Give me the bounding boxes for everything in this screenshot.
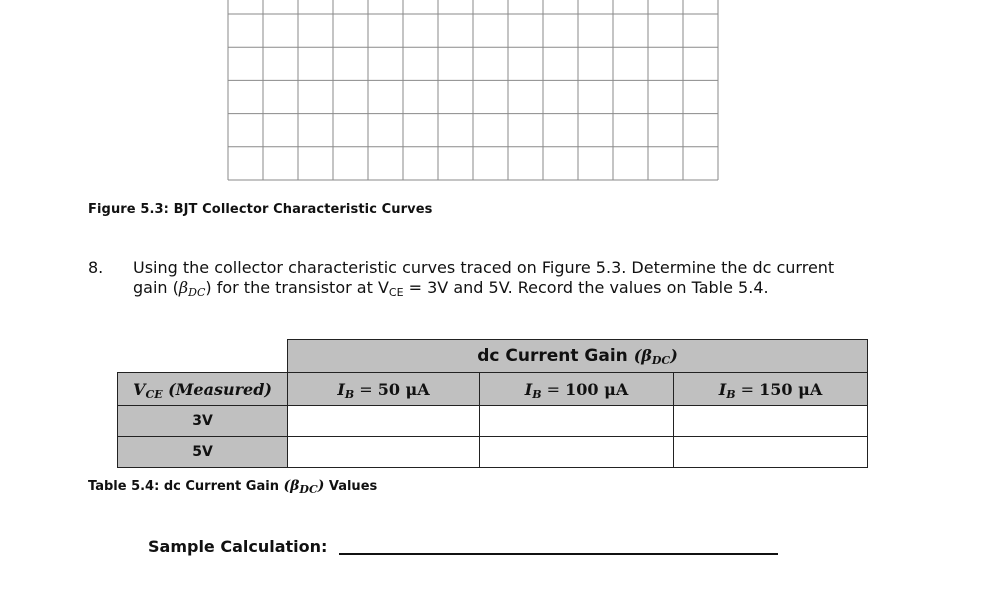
column-header-ib-100: IB = 100 μA [480,373,674,406]
sample-calculation-label: Sample Calculation: [148,537,328,556]
value-cell-5v-150[interactable] [674,437,868,468]
beta-subscript: DC [188,286,206,299]
step-line-2: gain (βDC) for the transistor at VCE = 3V and 5V. Record the values on Table 5.4. [133,278,769,299]
caption-beta-symbol: $(\beta_{DC})$ [283,478,325,496]
graph-paper-grid [227,0,719,181]
vce-subscript: CE [388,286,404,299]
table-corner [118,340,288,373]
value-cell-5v-100[interactable] [480,437,674,468]
value-cell-3v-50[interactable] [288,406,480,437]
step-line-1: Using the collector characteristic curves traced on Figure 5.3. Determine the dc current [133,258,835,277]
value-cell-5v-50[interactable] [288,437,480,468]
column-header-ib-150: IB = 150 μA [674,373,868,406]
row-header-vce: VCE (Measured) [118,373,288,406]
grid-lines [227,0,719,181]
sample-calculation-answer-line[interactable] [339,553,778,555]
table-title: dc Current Gain (βDC) [288,340,868,373]
table-caption: Table 5.4: dc Current Gain $(\beta_{DC})$ Values [88,478,378,496]
step-text [133,258,893,300]
beta-symbol: β [178,278,189,297]
value-cell-3v-100[interactable] [480,406,674,437]
table-title-row [118,340,868,373]
row-label-3v: 3V [118,406,288,437]
figure-caption: Figure 5.3: BJT Collector Characteristic Curves [88,202,433,217]
row-label-5v: 5V [118,437,288,468]
column-header-ib-50: IB = 50 μA [288,373,480,406]
title-beta-symbol: (βDC) [633,346,678,367]
table-row [118,437,868,468]
step-number: 8. [88,258,104,277]
current-gain-table [117,339,868,468]
table-row [118,406,868,437]
table-header-row [118,373,868,406]
value-cell-3v-150[interactable] [674,406,868,437]
